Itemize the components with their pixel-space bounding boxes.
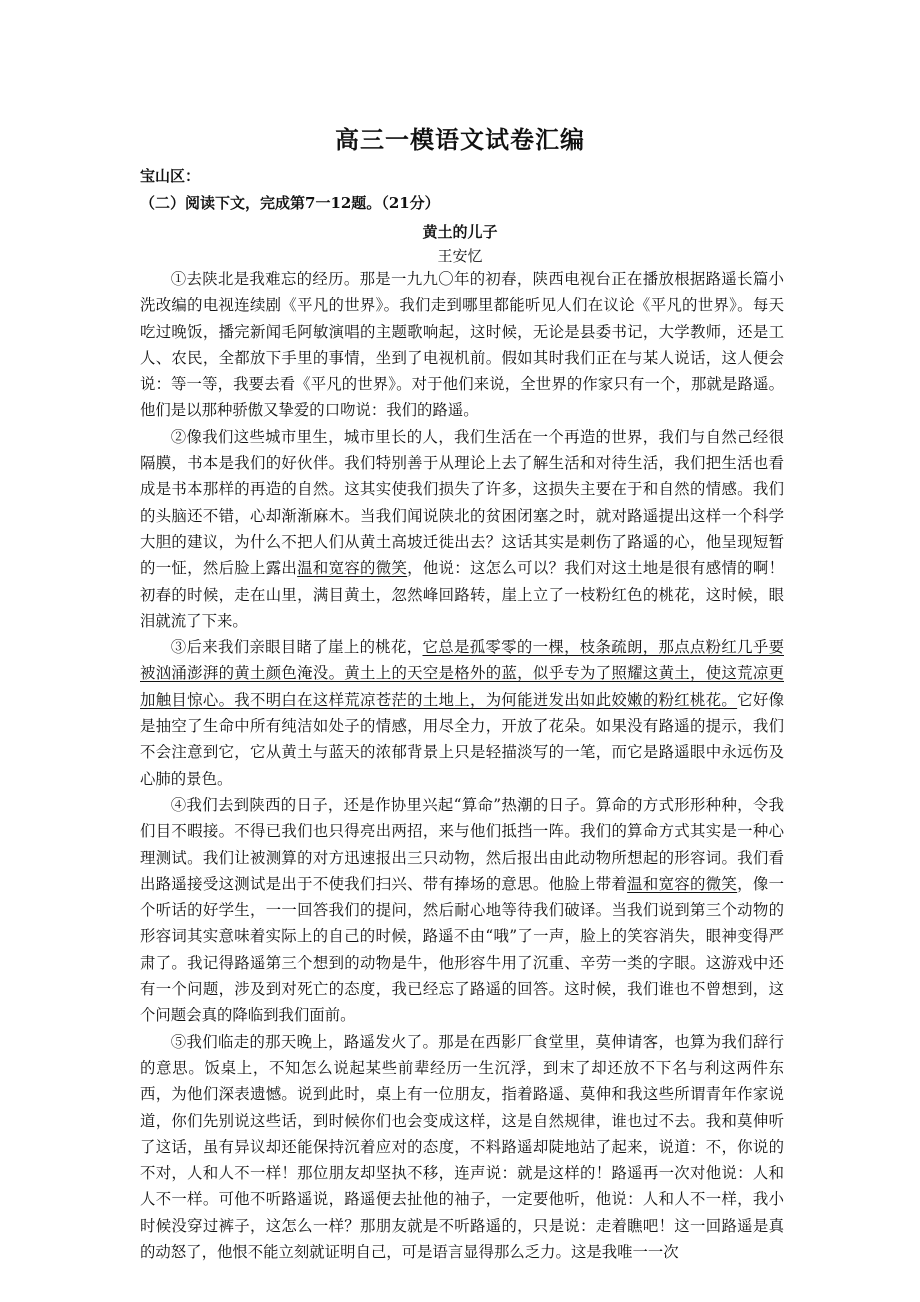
paragraph-4 [140,792,784,1029]
paragraph-4-text-b: ，像一个听话的好学生，一一回答我们的提问，然后耐心地等待我们破译。当我们说到第三个动物的形容词其实意味着实际上的自己的时候，路遥不由“哦”了一声，脸上的笑容消失，眼神变得严肃了。我记得路遥第三个想到的动物是牛，他形容牛用了沉重、辛劳一类的字眼。这游戏中还有一个问题，涉及到对死亡的态度，我已经忘了路遥的回答。这时候，我们谁也不曾想到，这个问题会真的降临到我们面前。 [140,874,784,1025]
paragraph-3 [140,634,784,792]
paragraph-2-text-b: ，他说：这怎么可以？我们对这土地是很有感情的啊！初春的时候，走在山里，满目黄土，忽然峰回路转，崖上立了一枝粉红色的桃花，这时候，眼泪就流了下来。 [140,559,784,630]
paragraph-4-underlined-phrase: 温和宽容的微笑 [627,874,738,893]
story-title: 黄土的儿子 [422,223,498,241]
story-author: 王安忆 [437,247,483,265]
document-title: 高三一模语文试卷汇编 [335,125,585,154]
paragraph-3-underlined-passage: 它总是孤零零的一棵，枝条疏朗，那点点粉红几乎要被汹涌澎湃的黄土颜色淹没。黄土上的天空是格外的蓝，似乎专为了照耀这黄土，使这荒凉更加触目惊心。我不明白在这样荒凉苍茫的土地上，为何能迸发出如此姣嫩的粉红桃花。 [140,638,784,709]
paragraph-3-text-b: 它好像是抽空了生命中所有纯洁如处子的情感，用尽全力，开放了花朵。如果没有路遥的提示，我们不会注意到它，它从黄土与蓝天的浓郁背景上只是轻描淡写的一笔，而它是路遥眼中永远伤及心肺的景色。 [140,690,784,788]
paragraph-4-text-a: ④我们去到陕西的日子，还是作协里兴起“算命”热潮的日子。算命的方式形形种种，令我们目不暇接。不得已我们也只得亮出两招，来与他们抵挡一阵。我们的算命方式其实是一种心理测试。我们让被测算的对方迅速报出三只动物，然后报出由此动物所想起的形容词。我们看出路遥接受这测试是出于不使我们扫兴、带有捧场的意思。他脸上带着 [140,795,784,893]
paragraph-1: ①去陕北是我难忘的经历。那是一九九〇年的初春，陕西电视台正在播放根据路遥长篇小洗改编的电视连续剧《平凡的世界》。我们走到哪里都能听见人们在议论《平凡的世界》。每天吃过晚饭，播完新闻毛阿敏演唱的主题歌响起，这时候，无论是县委书记，大学教师，还是工人、农民，全都放下手里的事情，坐到了电视机前。假如其时我们正在与某人说话，这人便会说：等一等，我要去看《平凡的世界》。对于他们来说，全世界的作家只有一个，那就是路遥。他们是以那种骄傲又挚爱的口吻说：我们的路遥。 [140,270,784,420]
region-label: 宝山区： [140,167,201,185]
question-instruction: （二）阅读下文，完成第7一12题。（21分） [140,194,440,212]
paragraph-2-text-a: ②像我们这些城市里生，城市里长的人，我们生活在一个再造的世界，我们与自然己经很隔膜，书本是我们的好伙伴。我们特别善于从理论上去了解生活和对待生活，我们把生活也看成是书本那样的再造的自然。这其实使我们损失了许多，这损失主要在于和自然的情感。我们的头脑还不错，心却渐渐麻木。当我们闻说陕北的贫困闭塞之时，就对路遥提出这样一个科学大胆的建议，为什么不把人们从黄土高坡迁徙出去？这话其实是刺伤了路遥的心，他呈现短暂的一怔，然后脸上露出 [140,427,784,578]
paragraph-3-text-a: ③后来我们亲眼目睹了崖上的桃花， [170,638,423,657]
paragraph-5: ⑤我们临走的那天晚上，路遥发火了。那是在西影厂食堂里，莫伸请客，也算为我们辞行的意思。饭桌上，不知怎么说起某些前辈经历一生沉浮，到末了却还放不下名与利这两件东西，为他们深表遗憾。说到此时，桌上有一位朋友，指着路遥、莫伸和我这些所谓青年作家说道，你们先别说这些话，到时候你们也会变成这样，这是自然规律，谁也过不去。我和莫伸听了这话，虽有异议却还能保持沉着应对的态度，不料路遥却陡地站了起来，说道：不，你说的不对，人和人不一样！那位朋友却坚执不移，连声说：就是这样的！路遥再一次对他说：人和人不一样。可他不听路遥说，路遥便去扯他的袖子，一定要他听，他说：人和人不一样，我小时候没穿过裤子，这怎么一样？那朋友就是不听路遥的，只是说：走着瞧吧！这一回路遥是真的动怒了，他恨不能立刻就证明自己，可是语言显得那么乏力。这是我唯一一次 [140,1032,784,1261]
paragraph-2 [140,424,784,634]
paragraph-2-underlined-phrase: 温和宽容的微笑 [297,559,408,578]
article-body [140,266,784,1265]
